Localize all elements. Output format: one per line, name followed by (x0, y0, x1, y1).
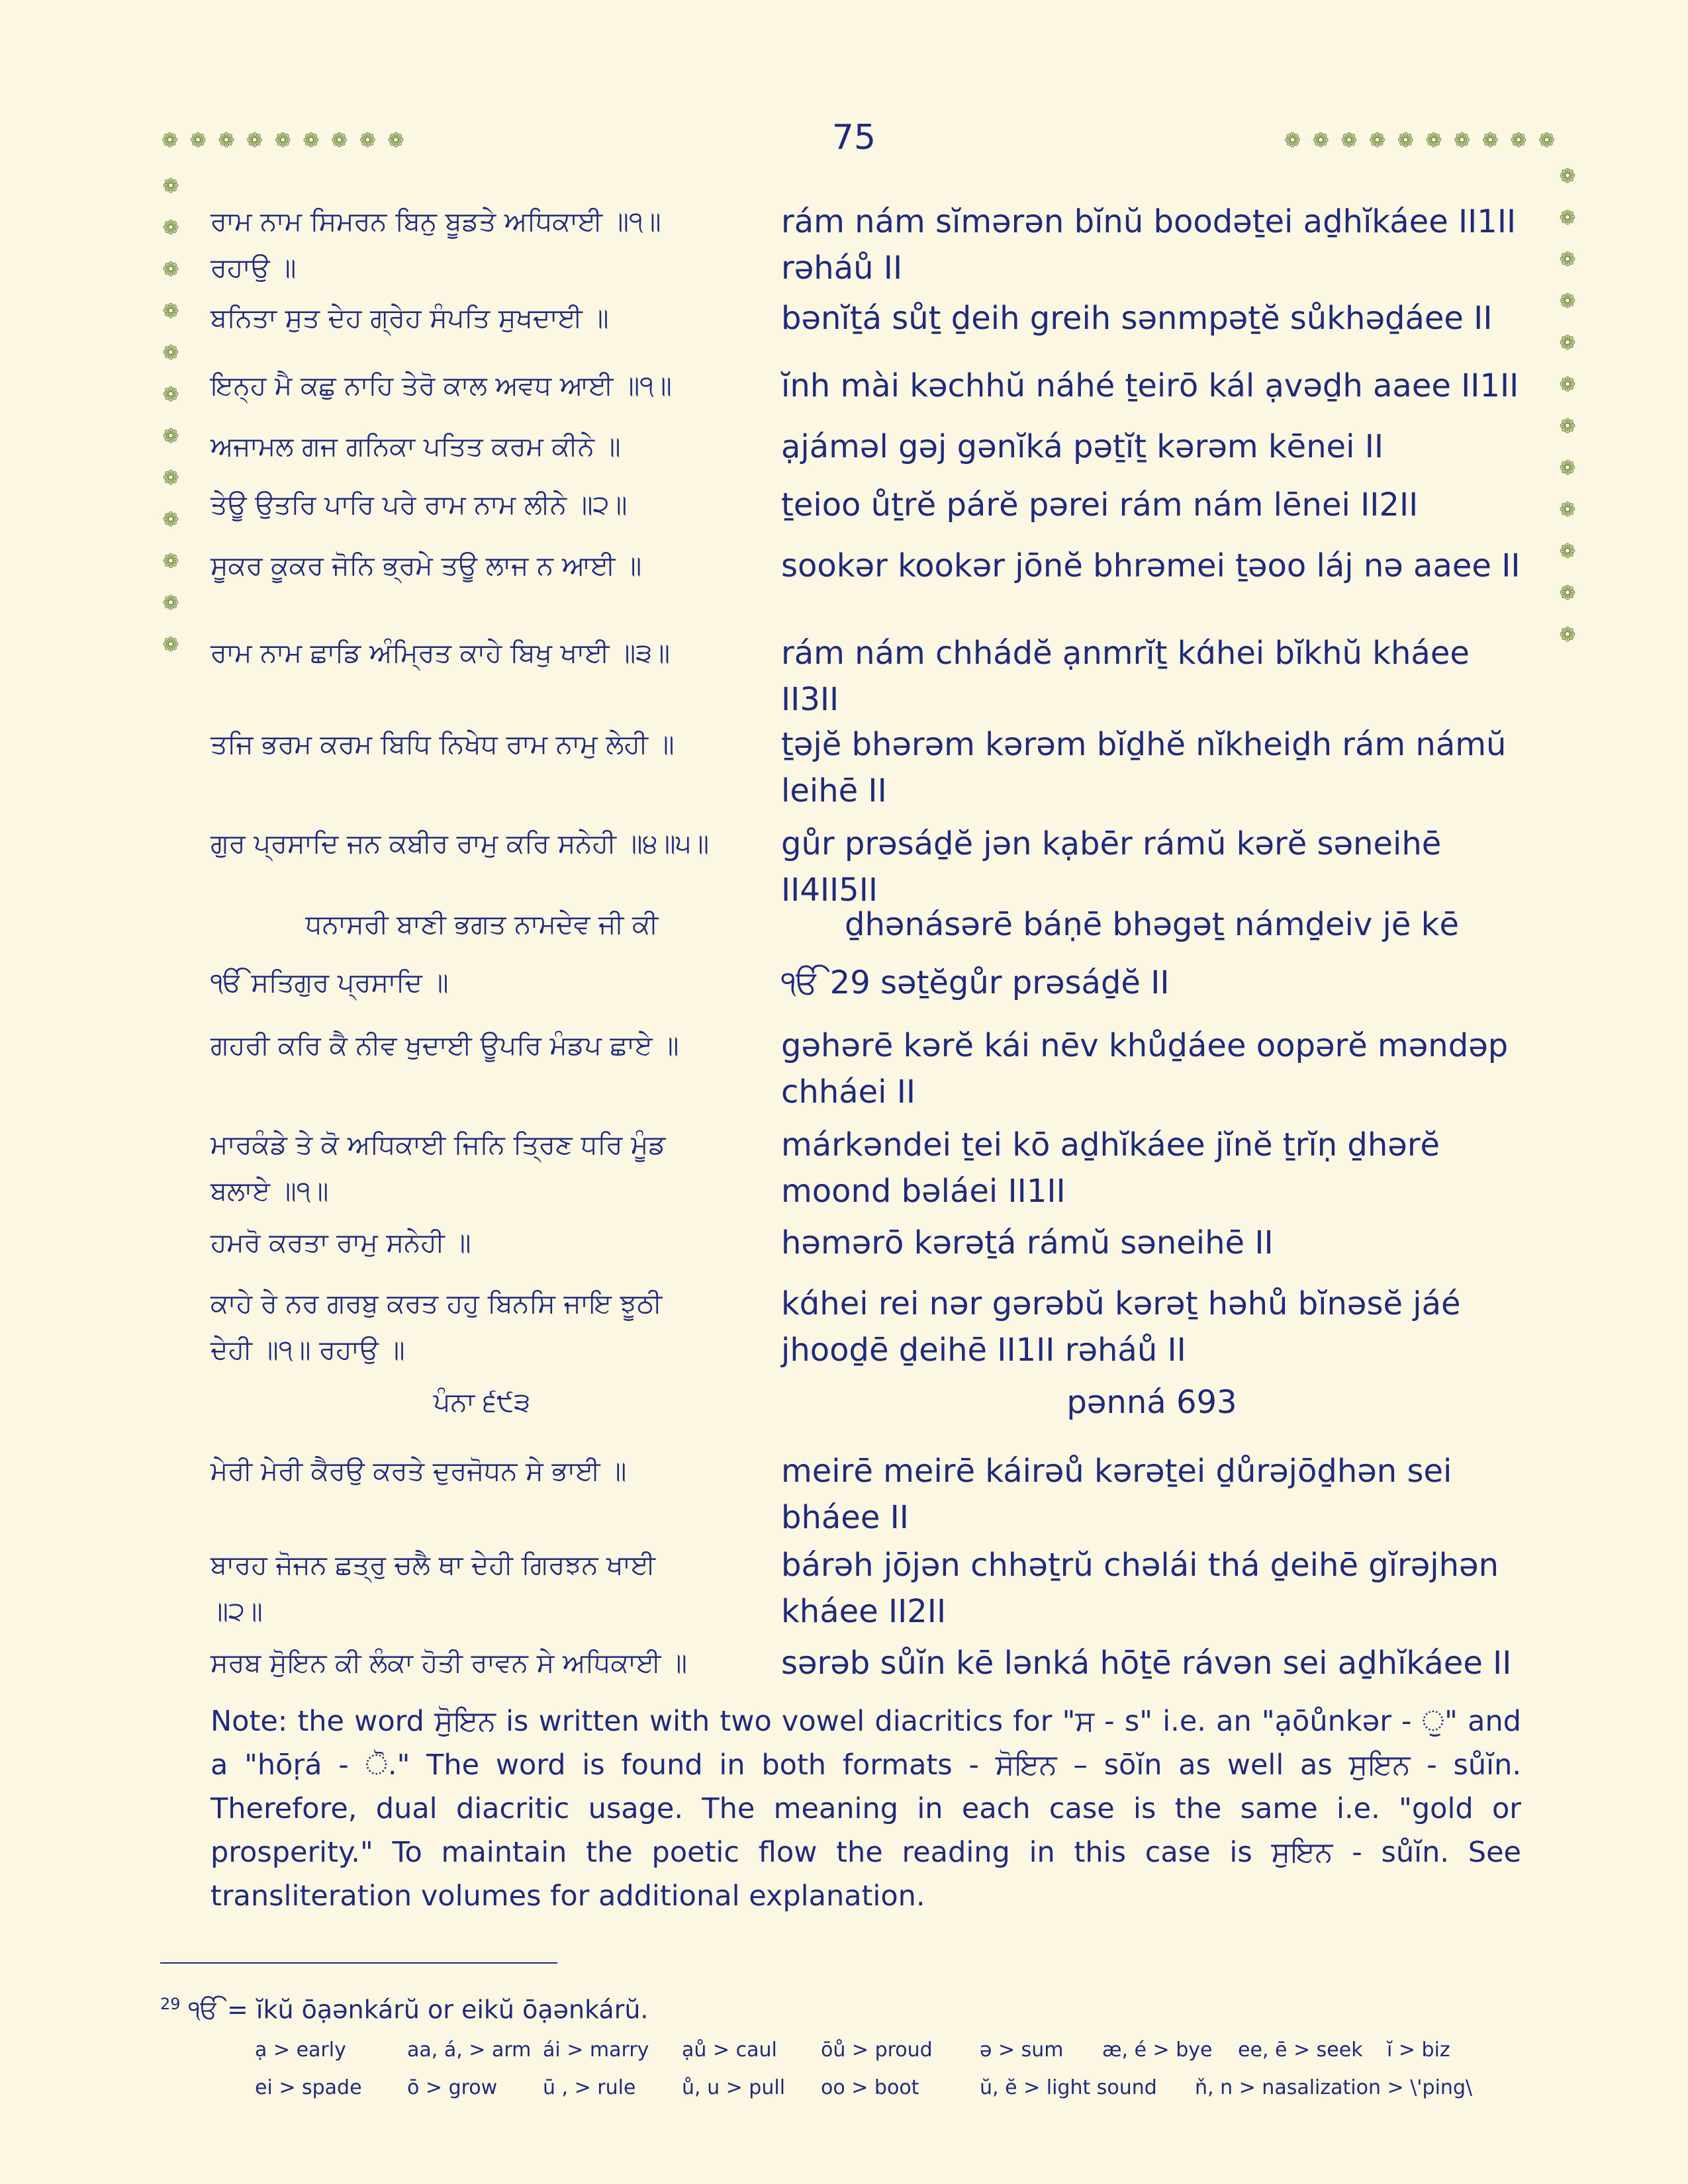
legend-item: ạů > caul (682, 2038, 777, 2062)
border-flower-icon: ❁ (1559, 457, 1576, 480)
legend-item: ů, u > pull (682, 2076, 786, 2099)
section-heading-gurmukhi: ਧਨਾਸਰੀ ਬਾਣੀ ਭਗਤ ਨਾਮਦੇਵ ਜੀ ਕੀ (305, 909, 659, 940)
gurmukhi-line-9: ਤਜਿ ਭਰਮ ਕਰਮ ਬਿਧਿ ਨਿਖੇਧ ਰਾਮ ਨਾਮੁ ਲੇਹੀ ॥ (211, 729, 675, 760)
border-top-right: ❁ ❁ ❁ ❁ ❁ ❁ ❁ ❁ ❁ ❁ (1284, 129, 1558, 152)
translit-line-12: gəhərē kərĕ kái nēv khůḏáee oopərĕ məndəp (781, 1027, 1509, 1064)
translit-line-18: sərəb sůĭn kē lənká hōṯē rávən sei aḏhĭkáee II (781, 1645, 1512, 1682)
section-heading-translit: ḏhənásərē báṇē bhəgəṯ námḏeiv jē kē (845, 906, 1459, 943)
gurmukhi-line-13b: ਬਲਾਏ ॥੧॥ (211, 1176, 329, 1206)
gurmukhi-line-11: ੴ ਸਤਿਗੁਰ ਪ੍ਰਸਾਦਿ ॥ (211, 968, 449, 998)
footnote-text: ੴ = ĭkŭ ōạənkárŭ or eikŭ ōạənkárŭ. (188, 1995, 649, 2025)
footnote (160, 1984, 648, 2030)
gurmukhi-line-18: ਸਰਬ ਸੋੁਇਨ ਕੀ ਲੰਕਾ ਹੋਤੀ ਰਾਵਨ ਸੇ ਅਧਿਕਾਈ ॥ (211, 1648, 687, 1678)
legend-item: ň, n > nasalization > \'ping\ (1195, 2076, 1473, 2099)
legend-item: ee, ē > seek (1238, 2038, 1363, 2062)
translit-line-14: həmərō kərəṯá rámŭ səneihē II (781, 1224, 1274, 1261)
legend-item: ū , > rule (543, 2076, 636, 2099)
border-flower-icon: ❁ (1559, 498, 1576, 522)
legend-item: ái > marry (543, 2038, 649, 2062)
border-flower-icon: ❁ (1559, 290, 1576, 313)
translit-line-8: rám nám chhádĕ ạnmrĭṯ kɑ́hei bĭkhŭ kháee II3II (781, 635, 1470, 718)
translit-line-12b: chháei II (781, 1073, 916, 1111)
gurmukhi-line-10: ਗੁਰ ਪ੍ਰਸਾਦਿ ਜਨ ਕਬੀਰ ਰਾਮੁ ਕਰਿ ਸਨੇਹੀ ॥੪॥੫॥ (211, 829, 710, 859)
page-number: 75 (831, 118, 876, 158)
gurmukhi-line-2: ਰਹਾਉ ॥ (211, 253, 297, 283)
translit-line-16b: bháee II (781, 1499, 909, 1536)
border-flower-icon: ❁ (162, 383, 179, 406)
gurmukhi-line-8: ਰਾਮ ਨਾਮ ਛਾਡਿ ਅੰਮ੍ਰਿਤ ਕਾਹੇ ਬਿਖੁ ਖਾਈ ॥੩॥ (211, 638, 671, 668)
note-paragraph: Note: the word ਸੋੁਇਨ is written with two vowel diacritics for "ਸ - s" i.e. an "ạōůnkər - ੁ" and a "hōṛá - ੋ." The word is found in both formats - ਸੋਇਨ – sōĭn as well as ਸੁਇਨ - sůĭn. Therefore, dual diacritic usage. The meaning in each case is the same i.e. "gold or prosperity." To maintain the poetic flow the reading in this case is ਸੁਇਨ - sůĭn. See transliteration volumes for additional explanation. (211, 1705, 1521, 1913)
translit-line-15b: jhooḏē ḏeihē II1II rəháů II (781, 1332, 1186, 1369)
border-flower-icon: ❁ (1559, 206, 1576, 230)
translit-line-2: rəháů II (781, 250, 903, 287)
border-flower-icon: ❁ (1559, 332, 1576, 355)
footnote-rule (160, 1962, 557, 1964)
border-flower-icon: ❁ (162, 300, 179, 323)
gurmukhi-line-3: ਬਨਿਤਾ ਸੁਤ ਦੇਹ ਗ੍ਰੇਹ ਸੰਪਤਿ ਸੁਖਦਾਈ ॥ (211, 303, 609, 334)
border-flower-icon: ❁ (1559, 165, 1576, 188)
border-flower-icon: ❁ (162, 467, 179, 490)
legend-item: ə > sum (980, 2038, 1064, 2062)
legend-item: oo > boot (821, 2076, 919, 2099)
border-flower-icon: ❁ (1559, 248, 1576, 271)
border-flower-icon: ❁ (1559, 373, 1576, 396)
translit-line-17: bárəh jōjən chhəṯrŭ chəlái thá ḏeihē gĭrəjhən (781, 1547, 1499, 1584)
translit-line-7: sookər kookər jōnĕ bhrəmei ṯəoo láj nə aaee II (781, 547, 1521, 584)
gurmukhi-line-16: ਮੇਰੀ ਮੇਰੀ ਕੈਰਉ ਕਰਤੇ ਦੁਰਜੋਧਨ ਸੇ ਭਾਈ ॥ (211, 1456, 627, 1486)
border-flower-icon: ❁ (162, 592, 179, 615)
border-flower-icon: ❁ (1559, 540, 1576, 563)
translit-line-13b: moond bəláei II1II (781, 1173, 1066, 1210)
gurmukhi-line-12: ਗਹਰੀ ਕਰਿ ਕੈ ਨੀਵ ਖੁਦਾਈ ਊਪਰਿ ਮੰਡਪ ਛਾਏ ॥ (211, 1030, 679, 1061)
border-flower-icon: ❁ (1559, 415, 1576, 438)
translit-line-17b: kháee II2II (781, 1593, 947, 1630)
translit-line-13: márkəndei ṯei kō aḏhĭkáee jĭnĕ ṯrĭṇ ḏhərĕ (781, 1126, 1440, 1163)
legend-item: ŭ, ĕ > light sound (980, 2076, 1157, 2099)
border-flower-icon: ❁ (162, 258, 179, 281)
border-flower-icon: ❁ (162, 508, 179, 531)
gurmukhi-line-6: ਤੇਊ ਉਤਰਿ ਪਾਰਿ ਪਰੇ ਰਾਮ ਨਾਮ ਲੀਨੇ ॥੨॥ (211, 490, 628, 520)
translit-line-9b: leihē II (781, 772, 887, 809)
translit-line-9: ṯəjĕ bhərəm kərəm bĭḏhĕ nĭkheiḏh rám námŭ (781, 726, 1507, 763)
gurmukhi-line-1: ਰਾਮ ਨਾਮ ਸਿਮਰਨ ਬਿਨੁ ਬੂਡਤੇ ਅਧਿਕਾਈ ॥੧॥ (211, 206, 661, 237)
border-flower-icon: ❁ (162, 216, 179, 240)
translit-line-4: ĭnh mài kəchhŭ náhé ṯeirō kál ạvəḏh aaee II1II (781, 367, 1519, 404)
gurmukhi-line-4: ਇਨ੍ਹ ਮੈ ਕਛੁ ਨਾਹਿ ਤੇਰੋ ਕਾਲ ਅਵਧ ਆਈ ॥੧॥ (211, 371, 672, 401)
border-flower-icon: ❁ (1559, 582, 1576, 605)
border-top-left: ❁ ❁ ❁ ❁ ❁ ❁ ❁ ❁ ❁ (162, 129, 407, 152)
border-flower-icon: ❁ (1559, 623, 1576, 647)
border-flower-icon: ❁ (162, 633, 179, 657)
footnote-marker: 29 (160, 1995, 181, 2013)
legend-item: ạ > early (255, 2038, 346, 2062)
border-flower-icon: ❁ (162, 175, 179, 198)
border-flower-icon: ❁ (162, 425, 179, 448)
legend-item: aa, á, > arm (407, 2038, 532, 2062)
translit-line-1: rám nám sĭmərən bĭnŭ boodəṯei aḏhĭkáee II1II (781, 203, 1517, 240)
translit-line-15: kɑ́hei rei nər gərəbŭ kərəṯ həhů bĭnəsĕ jáé (781, 1285, 1461, 1322)
border-flower-icon: ❁ (162, 341, 179, 365)
page-marker-translit: pənná 693 (1066, 1384, 1237, 1421)
legend-item: ō > grow (407, 2076, 498, 2099)
gurmukhi-line-17: ਬਾਰਹ ਜੋਜਨ ਛਤ੍ਰੁ ਚਲੈ ਥਾ ਦੇਹੀ ਗਿਰਝਨ ਖਾਈ (211, 1550, 656, 1580)
gurmukhi-line-7: ਸੂਕਰ ਕੂਕਰ ਜੋਨਿ ਭ੍ਰਮੇ ਤਊ ਲਾਜ ਨ ਆਈ ॥ (211, 551, 642, 581)
gurmukhi-line-5: ਅਜਾਮਲ ਗਜ ਗਨਿਕਾ ਪਤਿਤ ਕਰਮ ਕੀਨੇ ॥ (211, 432, 621, 462)
gurmukhi-line-15: ਕਾਹੇ ਰੇ ਨਰ ਗਰਬੁ ਕਰਤ ਹਹੁ ਬਿਨਸਿ ਜਾਇ ਝੂਠੀ (211, 1289, 663, 1319)
translit-line-11: ੴ 29 səṯĕgůr prəsáḏĕ II (781, 964, 1170, 1001)
gurmukhi-line-17b: ॥੨॥ (211, 1596, 263, 1627)
gurmukhi-line-13: ਮਾਰਕੰਡੇ ਤੇ ਕੋ ਅਧਿਕਾਈ ਜਿਨਿ ਤ੍ਰਿਣ ਧਰਿ ਮੂੰਡ (211, 1130, 666, 1160)
border-flower-icon: ❁ (162, 550, 179, 573)
gurmukhi-line-14: ਹਮਰੋ ਕਰਤਾ ਰਾਮੁ ਸਨੇਹੀ ॥ (211, 1228, 471, 1258)
legend-item: ei > spade (255, 2076, 362, 2099)
translit-line-10: gůr prəsáḏĕ jən kạbēr rámŭ kərĕ səneihē II4II5II (781, 825, 1442, 909)
page-marker-gurmukhi: ਪੰਨਾ ੬੯੩ (433, 1387, 531, 1418)
translit-line-5: ạjáməl gəj gənĭká pəṯĭṯ kərəm kēnei II (781, 428, 1384, 465)
gurmukhi-line-15b: ਦੇਹੀ ॥੧॥ ਰਹਾਉ ॥ (211, 1335, 405, 1365)
translit-line-6: ṯeioo ůṯrĕ párĕ pərei rám nám lēnei II2II (781, 486, 1419, 523)
translit-line-3: bənĭṯá sůṯ ḏeih greih sənmpəṯĕ sůkhəḏáee II (781, 300, 1493, 337)
legend-item: æ, é > bye (1102, 2038, 1213, 2062)
translit-line-16: meirē meirē káirəů kərəṯei ḏůrəjōḏhən sei (781, 1453, 1452, 1490)
legend-item: ōů > proud (821, 2038, 933, 2062)
legend-item: ĭ > biz (1387, 2038, 1450, 2062)
